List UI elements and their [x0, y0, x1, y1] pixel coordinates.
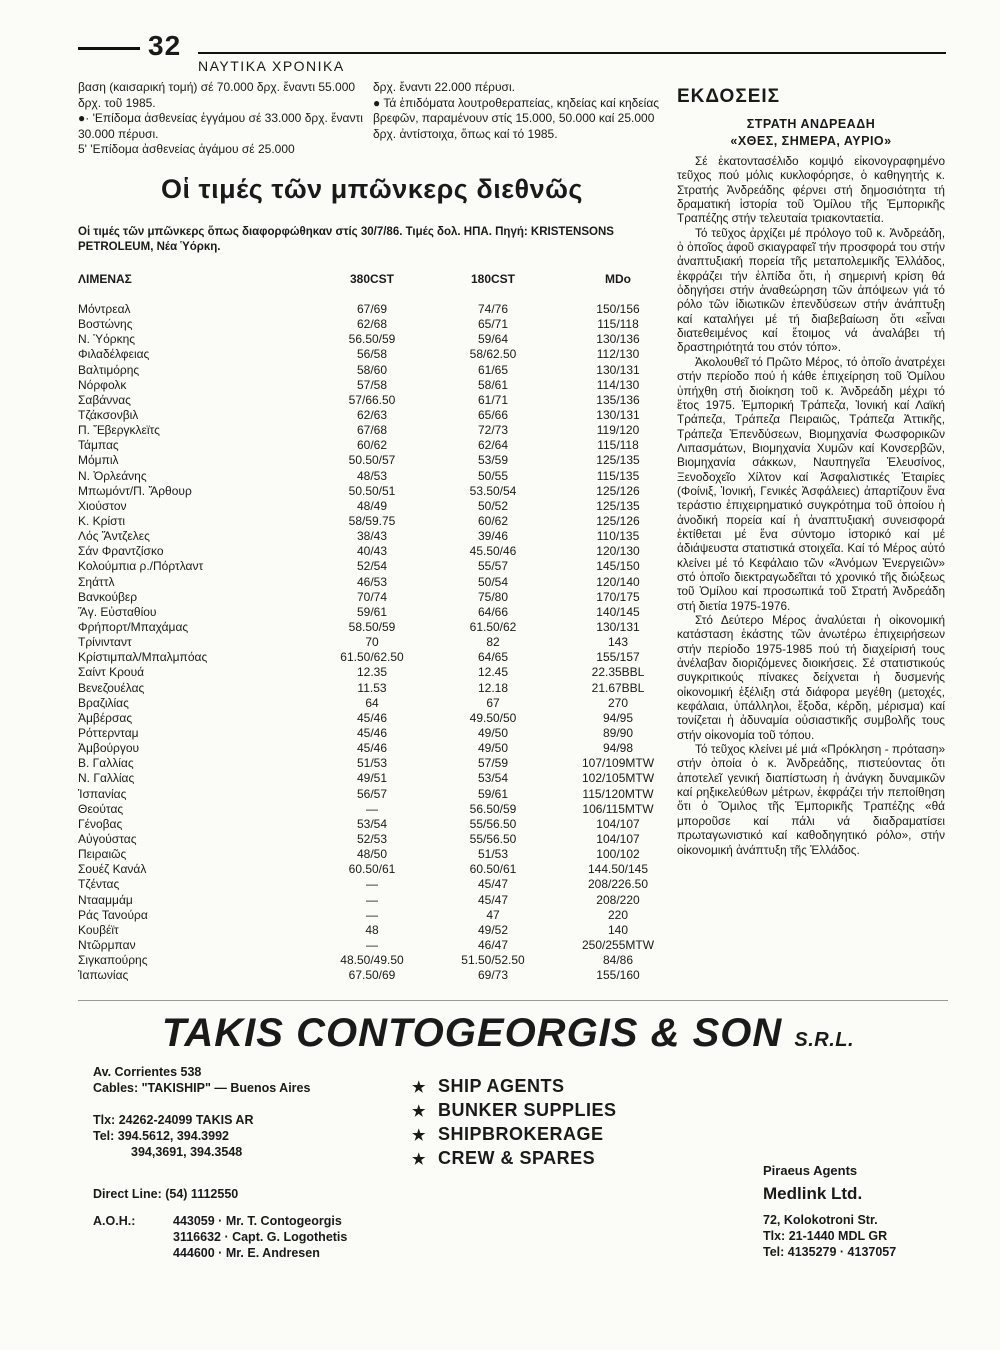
price-380cst: — [366, 937, 378, 952]
section-title: ΕΚΔΟΣΕΙΣ [677, 86, 781, 107]
price-180cst: 51/53 [477, 847, 509, 862]
port-name: Σαβάννας [78, 392, 131, 407]
price-380cst: 67/68 [356, 423, 388, 438]
price-mdo: 130/131 [596, 408, 640, 423]
ad-tel-cont: 394,3691, 394.3548 [131, 1145, 243, 1159]
price-380cst: 56/57 [356, 786, 388, 801]
service-item [412, 1099, 617, 1123]
price-380cst: 50.50/51 [348, 483, 396, 498]
price-180cst: 65/66 [477, 408, 509, 423]
price-mdo: 150/156 [596, 302, 640, 317]
price-380cst: 45/46 [356, 741, 388, 756]
price-180cst: 55/57 [477, 559, 509, 574]
price-180cst: 46/47 [477, 937, 509, 952]
port-name: Φρήπορτ/Μπαχάμας [78, 620, 189, 635]
price-mdo: 22.35BBL [591, 665, 645, 680]
price-mdo: 94/95 [602, 710, 634, 725]
ad-telex: Tlx: 24262-24099 TAKIS AR [93, 1113, 254, 1127]
price-mdo: 140 [607, 922, 629, 937]
price-mdo: 135/136 [596, 392, 640, 407]
ad-company-name [78, 1011, 938, 1056]
paragraph: 5' 'Επίδομα ἀσθενείας ἀγάμου σέ 25.000 [78, 142, 295, 156]
table-row [78, 438, 668, 453]
price-mdo: 130/131 [596, 620, 640, 635]
price-180cst: 47 [486, 907, 500, 922]
table-row [78, 453, 668, 468]
ad-cables: Cables: "TAKISHIP" — Buenos Aires [93, 1081, 311, 1095]
price-mdo: 115/118 [597, 317, 639, 332]
price-180cst: 60.50/61 [469, 862, 517, 877]
table-row [78, 544, 668, 559]
price-180cst: 72/73 [477, 423, 509, 438]
port-name: Ἀμβέρσας [78, 710, 133, 725]
price-380cst: 60/62 [356, 438, 388, 453]
port-name: Κολούμπια ρ./Πόρτλαντ [78, 559, 204, 574]
price-380cst: 38/43 [356, 529, 388, 544]
column-header-mdo: MDo [605, 272, 631, 286]
star-icon: ★ [412, 1079, 426, 1096]
star-icon: ★ [412, 1151, 426, 1168]
price-180cst: 55/56.50 [469, 831, 517, 846]
table-row [78, 605, 668, 620]
table-row [78, 711, 668, 726]
price-mdo: 110/135 [596, 529, 640, 544]
port-name: Νόρφολκ [78, 377, 127, 392]
port-name: Γένοβας [78, 816, 123, 831]
table-row [78, 499, 668, 514]
table-row [78, 953, 668, 968]
ad-after-hours [93, 1213, 347, 1261]
header-rule-right [198, 52, 946, 54]
table-row [78, 968, 668, 983]
table-row [78, 862, 668, 877]
price-180cst: 64/66 [477, 604, 509, 619]
price-180cst: 50/55 [477, 468, 509, 483]
price-380cst: 12.35 [356, 665, 388, 680]
table-row [78, 363, 668, 378]
price-380cst: 58/60 [356, 362, 388, 377]
bunker-price-table [78, 272, 668, 983]
price-180cst: 69/73 [477, 968, 509, 983]
ad-address: Av. Corrientes 538 [93, 1065, 202, 1079]
price-mdo: 170/175 [596, 589, 640, 604]
price-380cst: — [366, 907, 378, 922]
price-380cst: 70/74 [356, 589, 388, 604]
paragraph: Στό Δεύτερο Μέρος ἀναλύεται ἡ οἰκονομική κατάσταση ἑκάστης τῶν ἀνωτέρω ἐπιχειρήσεων στήν περίοδο 1975-1985 πού τή διαχείρισή τους ἀνέλαβαν διοριζόμενες διοικήσεις. Σέ στατιστικούς συγκριτικούς πίνακες δείχνεται ἡ δυσμενής οἰκονομική ἐξέλιξη στά διάφορα μεγέθη (μετοχές, κεφάλαια, ὑπάλληλοι, ἔξοδα, κέρδη, μέρισμα) καί τονίζεται ἡ ἀδυναμία οὐσιαστικῆς συμβολῆς τους στήν οἰκονομία τοῦ τόπου. [677, 613, 945, 742]
price-mdo: 250/255MTW [581, 937, 655, 952]
port-name: Βοστώνης [78, 317, 133, 332]
table-row [78, 787, 668, 802]
header-rule-left [78, 47, 140, 50]
price-180cst: 57/59 [477, 756, 509, 771]
price-mdo: 155/157 [596, 650, 640, 665]
table-row [78, 590, 668, 605]
price-180cst: 53.50/54 [469, 483, 517, 498]
price-380cst: 45/46 [356, 726, 388, 740]
price-mdo: 107/109MTW [581, 756, 655, 771]
table-row [78, 393, 668, 408]
price-180cst: 59/64 [477, 332, 509, 347]
table-row [78, 938, 668, 953]
price-380cst: 48/53 [356, 468, 388, 483]
book-author: ΣΤΡΑΤΗ ΑΝΔΡΕΑΔΗ [746, 117, 876, 131]
price-180cst: 50/52 [477, 498, 509, 513]
port-name: Χιούστον [78, 498, 127, 513]
service-label: CREW & SPARES [438, 1148, 596, 1168]
price-180cst: 53/54 [477, 771, 509, 786]
star-icon: ★ [412, 1127, 426, 1144]
publication-title: ΝΑΥΤΙΚΑ ΧΡΟΝΙΚΑ [198, 58, 345, 74]
price-mdo: 208/226.50 [587, 877, 649, 892]
bunker-intro: Οἱ τιμές τῶν μπῶνκερς ὅπως διαφορφώθηκαν στίς 30/7/86. Τιμές δολ. ΗΠΑ. Πηγή: KRISTENSONS PETROLEUM, Νέα Ὑόρκη. [78, 226, 614, 253]
price-380cst: 61.50/62.50 [340, 650, 404, 665]
service-label: SHIPBROKERAGE [438, 1124, 604, 1144]
bunker-article-title: Οἱ τιμές τῶν μπῶνκερς διεθνῶς [161, 174, 583, 204]
table-row [78, 908, 668, 923]
price-380cst: 57/66.50 [348, 392, 396, 407]
port-name: Ν. Γαλλίας [78, 771, 135, 786]
port-name: Ἅγ. Εὐσταθίου [78, 604, 157, 619]
ad-direct-line: Direct Line: (54) 1112550 [93, 1187, 239, 1201]
price-mdo: 94/98 [602, 741, 634, 756]
price-mdo: 112/130 [596, 347, 640, 362]
table-row [78, 378, 668, 393]
price-380cst: 48.50/49.50 [340, 953, 404, 968]
paragraph: Σέ ἑκατοντασέλιδο κομψό εἰκονογραφημένο τεῦχος πού μόλις κυκλοφόρησε, ὁ καθηγητής κ. Στρατής Ἀνδρεάδης φέρνει στή δημοσιότητα τή δραματική ἱστορία τοῦ Ὁμίλου τῆς Ἐμπορικῆς Τραπέζης στήν τελευταία τριακονταετία. [677, 154, 945, 226]
price-180cst: 75/80 [477, 589, 509, 604]
port-name: Σουέζ Κανάλ [78, 862, 147, 877]
price-mdo: 144.50/145 [587, 862, 649, 877]
port-name: Τζάκσονβιλ [78, 408, 139, 423]
port-name: Ν. Ὑόρκης [78, 332, 136, 347]
port-name: Σηάττλ [78, 574, 115, 589]
aoh-entry: 443059 · Mr. T. Contogeorgis [173, 1214, 342, 1228]
port-name: Ρόττερνταμ [78, 726, 139, 740]
price-380cst: 70 [365, 635, 379, 650]
port-name: Βραζιλίας [78, 695, 129, 710]
port-name: Ντῶρμπαν [78, 937, 136, 952]
table-row [78, 529, 668, 544]
paragraph: δρχ. ἔναντι 22.000 πέρυσι. [373, 80, 515, 94]
paragraph: Τό τεῦχος κλείνει μέ μιά «Πρόκληση - πρόταση» στήν ὁποία ὁ κ. Ἀνδρεάδης, πιστεύοντας ὅτι ἀποτελεῖ γενική διαπίστωση ἡ ἀνάγκη δυναμικῶν καί ρηξικελεύθων μέτρων, ἐκφράζει τήν πεποίθηση ὅτι ὁ Ὅμιλος τῆς Ἐμπορικῆς Τραπέζης «θά μποροῦσε καί πάλι νά διαδραματίσει πρωταγωνιστικό καί καθοδηγητικό ρόλο», στήν οἰκονομική ἀνάπτυξη τῆς Ἑλλάδος. [677, 742, 945, 857]
price-mdo: 115/135 [596, 468, 640, 483]
piraeus-address: 72, Kolokotroni Str. [763, 1213, 878, 1227]
table-row [78, 302, 668, 317]
service-label: BUNKER SUPPLIES [438, 1100, 617, 1120]
price-380cst: 48/50 [356, 847, 388, 862]
column-header-180cst: 180CST [470, 272, 516, 286]
port-name: Αὐγούστας [78, 831, 137, 846]
port-name: Κρίστιμπαλ/Μπαλμπόας [78, 650, 208, 665]
port-name: Μπωμόντ/Π. Ἄρθουρ [78, 483, 192, 498]
price-380cst: 50.50/57 [348, 453, 396, 468]
price-380cst: 51/53 [356, 756, 388, 771]
price-180cst: 53/59 [477, 453, 509, 468]
table-row [78, 802, 668, 817]
price-mdo: 125/126 [596, 514, 640, 529]
price-380cst: 58.50/59 [348, 620, 396, 635]
price-mdo: 270 [607, 695, 629, 710]
price-380cst: 48/49 [356, 498, 388, 513]
continued-text-left [78, 80, 366, 158]
port-name: Σάν Φραντζίσκο [78, 544, 164, 559]
table-row [78, 756, 668, 771]
table-row [78, 484, 668, 499]
port-name: Μόντρεαλ [78, 302, 131, 317]
price-380cst: 11.53 [357, 680, 387, 695]
price-380cst: — [366, 892, 378, 907]
price-mdo: 84/86 [602, 953, 634, 968]
table-row [78, 681, 668, 696]
price-mdo: 125/126 [596, 483, 640, 498]
table-row [78, 575, 668, 590]
price-mdo: 208/220 [596, 892, 640, 907]
port-name: Κ. Κρίστι [78, 514, 125, 529]
paragraph: Τό τεῦχος ἀρχίζει μέ πρόλογο τοῦ κ. Ἀνδρεάδη, ὁ ὁποῖος ἀφοῦ σκιαγραφεῖ τήν προσφορά του στήν ἀναπτυξιακή πορεία τῆς μεταπολεμικῆς Ἑλλάδος, ἐκφράζει τήν ἐλπίδα ὅτι, ἡ σημερινή κρίση θά ὁδηγήσει στήν ἀναθεώρηση τῶν ἀπόψεων γιά τό ρόλο τῶν ἰδιωτικῶν ἐπενδύσεων στήν ἀνάπτυξη καί καταλήγει μέ τή διαβεβαίωση ὅτι «εἶναι διατεθειμένος καί ἕτοιμος νά ἀναλάβει τή δραστηριότητά του στόν τόπο». [677, 225, 945, 355]
port-name: Β. Γαλλίας [78, 756, 134, 771]
port-name: Πειραιῶς [78, 847, 127, 862]
table-row [78, 620, 668, 635]
port-name: Τζέντας [78, 877, 120, 892]
price-180cst: 62/64 [477, 438, 509, 453]
continued-text-mid [373, 80, 661, 142]
table-row [78, 423, 668, 438]
price-mdo: 106/115MTW [582, 801, 654, 816]
port-name: Φιλαδέλφειας [78, 347, 150, 362]
price-180cst: 74/76 [477, 302, 509, 317]
paragraph: ● Τά ἐπιδόματα λουτροθεραπείας, κηδείας καί κηδείας βρεφῶν, παραμένουν στίς 15.000, 50.000 καί 25.000 δρχ. ἀντίστοιχα, ὅπως καί τό 1985. [373, 95, 660, 141]
table-header-row [78, 272, 668, 302]
table-row [78, 817, 668, 832]
table-row [78, 665, 668, 680]
table-row [78, 514, 668, 529]
service-label: SHIP AGENTS [438, 1076, 565, 1096]
price-180cst: 56.50/59 [469, 801, 517, 816]
price-380cst: 58/59.75 [348, 514, 396, 529]
piraeus-agents-block [763, 1163, 896, 1260]
ad-divider [78, 1000, 948, 1001]
table-row [78, 771, 668, 786]
aoh-label: A.O.H.: [93, 1214, 136, 1228]
price-180cst: 65/71 [477, 317, 509, 332]
port-name: Κουβέϊτ [78, 922, 119, 937]
price-mdo: 120/130 [596, 544, 640, 559]
ad-address-block [93, 1064, 393, 1096]
aoh-entry: 3116632 · Capt. G. Logothetis [173, 1230, 348, 1244]
port-name: Π. Ἔβεργκλεϊτς [78, 423, 160, 438]
price-180cst: 82 [486, 635, 500, 650]
port-name: Τρίνινταντ [78, 635, 132, 650]
price-380cst: 62/63 [356, 408, 388, 423]
price-mdo: 130/131 [596, 362, 640, 377]
table-row [78, 892, 668, 907]
port-name: Ἱσπανίας [78, 786, 127, 801]
price-mdo: 125/135 [596, 453, 640, 468]
piraeus-company: Medlink Ltd. [763, 1184, 863, 1203]
table-row [78, 741, 668, 756]
price-180cst: 12.45 [477, 665, 509, 680]
ad-services-list [412, 1075, 617, 1171]
price-380cst: — [366, 801, 378, 816]
page-number: 32 [148, 30, 182, 61]
price-380cst: 64 [365, 695, 379, 710]
price-380cst: 49/51 [356, 771, 388, 786]
price-180cst: 64/65 [477, 650, 509, 665]
ad-telecom-block [93, 1112, 254, 1160]
price-380cst: 56/58 [356, 347, 388, 362]
port-name: Ἰαπωνίας [78, 968, 129, 983]
price-mdo: 100/102 [596, 847, 640, 862]
port-name: Βαλτιμόρης [78, 362, 140, 377]
paragraph: βαση (καισαρική τομή) σέ 70.000 δρχ. ἔναντι 55.000 δρχ. τοῦ 1985. [78, 80, 356, 110]
price-mdo: 104/107 [596, 816, 640, 831]
service-item [412, 1123, 617, 1147]
column-header-port: ΛΙΜΕΝΑΣ [78, 272, 132, 286]
price-180cst: 67 [486, 695, 500, 710]
paragraph: Ἀκολουθεῖ τό Πρῶτο Μέρος, τό ὁποῖο ἀνατρέχει στήν περίοδο πού ἡ κάθε ἐπιχείρηση τοῦ Ὁμίλου ὑπήχθη στή διοίκηση τοῦ κ. Ἀνδρεάδη μέχρι τό ἔτος 1975. Ἐμπορική Τράπεζα, Ἰονική καί Λαϊκή Τράπεζα, Τράπεζα Πειραιῶς, Τράπεζα Ἀττικῆς, Τράπεζα Ἐπενδύσεων, Βιομηχανία Φωσφορικῶν Λιπασμάτων, Βιομηχανία Χυμῶν καί Κονσερβῶν, Βιομηχανία σάκκων, Ναυπηγεῖα Ἐλευσίνος, Ξενοδοχεῖο Χίλτον καί Ἀσφαλιστικές Ἑταιρίες (Φοίνιξ, Ἰονική, Γενικές Ἀσφάλειες) ἀπαρτίζουν ἕνα τεράστιο ἐπιχειρηματικό συγκρότημα τοῦ ὁποίου ἡ ἀνοδική πορεία καί ἡ ἀναπτυξιακή συνεισφορά ἐκτίθεται μέ ἕνα σύντομο ἱστορικό καί μέ ἀδιάψευστα στατιστικά στοιχεῖα. Καί τό Μέρος αὐτό κλείνει μέ τό Κεφάλαιο τῶν «Ἀνόμων Ἐνεργειῶν» στό ὁποῖο διεκτραγωδεῖται τό χρονικό τῆς διώξεως τοῦ Ὁμίλου καί προσωπικά τοῦ Στρατή Ἀνδρεάδη στή διετία 1975-1976. [677, 354, 945, 613]
table-row [78, 877, 668, 892]
publications-column [677, 80, 945, 857]
port-name: Ἀμβούργου [78, 741, 140, 756]
ad-tel: Tel: 394.5612, 394.3992 [93, 1129, 229, 1143]
book-review-body [677, 154, 945, 857]
price-380cst: 60.50/61 [348, 862, 396, 877]
table-row [78, 726, 668, 741]
price-180cst: 50/54 [477, 574, 509, 589]
price-180cst: 49.50/50 [469, 710, 517, 725]
table-row [78, 650, 668, 665]
aoh-entry: 444600 · Mr. E. Andresen [173, 1246, 320, 1260]
port-name: Βανκούβερ [78, 589, 138, 604]
price-mdo: 155/160 [596, 968, 640, 983]
price-180cst: 59/61 [477, 786, 509, 801]
port-name: Σιγκαπούρης [78, 953, 148, 968]
price-mdo: 115/120MTW [582, 786, 654, 801]
table-row [78, 923, 668, 938]
port-name: Θεούτας [78, 801, 124, 816]
price-380cst: 45/46 [356, 710, 388, 725]
price-mdo: 130/136 [596, 332, 640, 347]
column-header-380cst: 380CST [349, 272, 395, 286]
price-180cst: 49/52 [477, 922, 509, 937]
price-mdo: 145/150 [596, 559, 640, 574]
port-name: Τάμπας [78, 438, 119, 453]
company-suffix: S.R.L. [794, 1029, 855, 1051]
price-180cst: 51.50/52.50 [461, 953, 525, 968]
service-item [412, 1075, 617, 1099]
price-180cst: 58/62.50 [469, 347, 517, 362]
price-180cst: 45/47 [477, 892, 509, 907]
price-180cst: 49/50 [477, 741, 509, 756]
price-380cst: 57/58 [356, 377, 388, 392]
table-row [78, 559, 668, 574]
table-row [78, 635, 668, 650]
piraeus-tel: Tel: 4135279 · 4137057 [763, 1245, 897, 1259]
price-180cst: 45/47 [477, 877, 509, 892]
price-mdo: 140/145 [596, 604, 640, 619]
price-180cst: 60/62 [477, 514, 509, 529]
port-name: Μόμπιλ [78, 453, 119, 468]
price-mdo: 120/140 [596, 574, 640, 589]
table-row [78, 332, 668, 347]
price-180cst: 61.50/62 [469, 620, 517, 635]
port-name: Βενεζουέλας [78, 680, 145, 695]
service-item [412, 1147, 617, 1171]
port-name: Σαίντ Κρουά [78, 665, 145, 680]
price-380cst: 53/54 [356, 816, 388, 831]
table-row [78, 832, 668, 847]
price-180cst: 61/65 [477, 362, 509, 377]
price-180cst: 45.50/46 [469, 544, 517, 559]
star-icon: ★ [412, 1103, 426, 1120]
price-380cst: 48 [365, 922, 379, 937]
price-180cst: 55/56.50 [469, 816, 517, 831]
table-row [78, 847, 668, 862]
price-mdo: 119/120 [596, 423, 640, 438]
company-name: TAKIS CONTOGEORGIS & SON [161, 1011, 783, 1055]
price-mdo: 104/107 [596, 831, 640, 846]
price-380cst: 40/43 [356, 544, 388, 559]
price-380cst: 46/53 [356, 574, 388, 589]
book-title: «ΧΘΕΣ, ΣΗΜΕΡΑ, ΑΥΡΙΟ» [730, 134, 892, 148]
port-name: Λός Ἄντζελες [78, 529, 150, 544]
price-380cst: — [366, 877, 378, 892]
port-name: Ράς Τανούρα [78, 907, 148, 922]
table-row [78, 469, 668, 484]
port-name: Ντααμμάμ [78, 892, 133, 907]
price-mdo: 21.67BBL [591, 680, 645, 695]
price-380cst: 67/69 [356, 302, 388, 317]
piraeus-telex: Tlx: 21-1440 MDL GR [763, 1229, 888, 1243]
table-body [78, 302, 668, 983]
price-mdo: 89/90 [602, 726, 634, 740]
price-mdo: 115/118 [597, 438, 639, 453]
price-380cst: 62/68 [356, 317, 388, 332]
price-180cst: 61/71 [477, 392, 509, 407]
price-380cst: 52/54 [356, 559, 388, 574]
price-180cst: 58/61 [477, 377, 509, 392]
price-180cst: 49/50 [477, 726, 509, 740]
price-mdo: 125/135 [596, 498, 640, 513]
price-180cst: 39/46 [477, 529, 509, 544]
price-380cst: 67.50/69 [348, 968, 396, 983]
price-mdo: 114/130 [596, 377, 640, 392]
price-380cst: 59/61 [356, 604, 388, 619]
price-mdo: 143 [607, 635, 629, 650]
port-name: Ν. Ὀρλεάνης [78, 468, 147, 483]
table-row [78, 317, 668, 332]
table-row [78, 408, 668, 423]
paragraph: ●· 'Επίδομα ἀσθενείας ἐγγάμου σέ 33.000 δρχ. ἔναντι 30.000 πέρυσι. [78, 111, 363, 141]
table-row [78, 347, 668, 362]
price-380cst: 52/53 [356, 831, 388, 846]
price-mdo: 220 [607, 907, 629, 922]
table-row [78, 696, 668, 711]
price-mdo: 102/105MTW [581, 771, 655, 786]
price-180cst: 12.18 [477, 680, 509, 695]
price-380cst: 56.50/59 [348, 332, 396, 347]
piraeus-label: Piraeus Agents [763, 1163, 858, 1178]
